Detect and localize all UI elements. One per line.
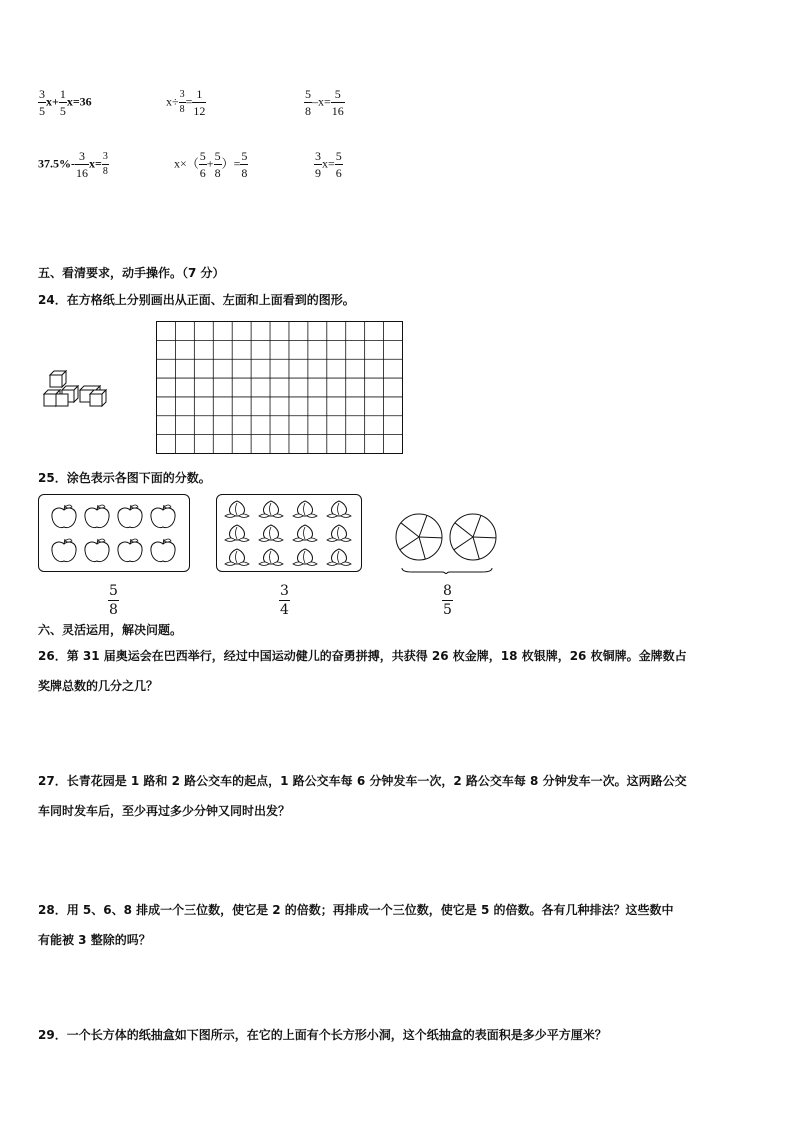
question-29: 29．一个长方体的纸抽盒如下图所示，在它的上面有个长方形小洞，这个纸抽盒的表面积是多少平方厘米？	[38, 1028, 607, 1042]
fraction: $\frac{5}{6}$	[199, 149, 206, 180]
peach-icon[interactable]	[293, 549, 317, 566]
peach-icon[interactable]	[327, 501, 351, 518]
question-25: 25．涂色表示各图下面的分数。	[38, 471, 211, 485]
fraction: $\frac{3}{8}$	[102, 151, 108, 177]
peach-icon[interactable]	[327, 525, 351, 542]
apple-icon[interactable]	[118, 539, 142, 562]
equation-1: $\frac{3}{5}$ x+ $\frac{1}{5}$ x=36	[39, 87, 92, 118]
equation-3: $\frac{5}{8}$ –x= $\frac{5}{16}$	[305, 87, 344, 118]
peach-icon[interactable]	[225, 549, 249, 566]
apple-icon[interactable]	[118, 505, 142, 528]
apple-box	[38, 494, 190, 572]
equation-4: 37.5%- $\frac{3}{16}$ x= $\frac{3}{8}$	[38, 149, 108, 180]
section-6-title: 六、灵活运用，解决问题。	[38, 623, 183, 637]
apple-icon[interactable]	[85, 539, 109, 562]
apple-icon[interactable]	[85, 505, 109, 528]
grid-paper[interactable]	[156, 321, 404, 455]
peach-box	[216, 494, 362, 572]
peach-icon[interactable]	[225, 501, 249, 518]
question-24: 24．在方格纸上分别画出从正面、左面和上面看到的图形。	[38, 293, 355, 307]
apple-icon[interactable]	[52, 539, 76, 562]
fraction: $\frac{3}{16}$	[76, 149, 88, 180]
fraction: $\frac{5}{16}$	[331, 87, 344, 118]
fraction: $\frac{5}{8}$	[305, 87, 311, 118]
fraction: $\frac{3}{5}$	[39, 87, 45, 118]
apple-icon[interactable]	[151, 539, 175, 562]
question-28-line-2: 有能被 3 整除的吗？	[38, 933, 151, 947]
peach-icon[interactable]	[293, 501, 317, 518]
equation-2: x÷ $\frac{3}{8}$ = $\frac{1}{12}$	[166, 87, 206, 118]
peach-grid	[217, 495, 361, 571]
cube-stack-figure	[40, 370, 120, 412]
fraction: $\frac{1}{12}$	[193, 87, 206, 118]
peach-icon[interactable]	[327, 549, 351, 566]
equation-5: x×（ $\frac{5}{6}$ + $\frac{5}{8}$ ）= $\frac{5}{8}$	[174, 149, 248, 180]
fraction: $\frac{3}{8}$	[179, 89, 185, 115]
apple-grid	[39, 495, 189, 571]
fraction: $\frac{5}{6}$	[335, 149, 342, 180]
peach-icon[interactable]	[225, 525, 249, 542]
question-28-line-1: 28．用 5、6、8 排成一个三位数，使它是 2 的倍数；再排成一个三位数，使它是 5 的倍数。各有几种排法？这些数中	[38, 903, 674, 917]
fraction-5-8: $\frac{5}{8}$	[109, 583, 118, 618]
question-27-line-1: 27．长青花园是 1 路和 2 路公交车的起点，1 路公交车每 6 分钟发车一次，2 路公交车每 8 分钟发车一次。这两路公交	[38, 774, 687, 788]
question-27-line-2: 车同时发车后，至少再过多少分钟又同时出发？	[38, 804, 291, 818]
peach-icon[interactable]	[293, 525, 317, 542]
peach-icon[interactable]	[259, 501, 283, 518]
apple-icon[interactable]	[52, 505, 76, 528]
fraction: $\frac{3}{9}$	[315, 149, 321, 180]
peach-icon[interactable]	[259, 525, 283, 542]
apple-icon[interactable]	[151, 505, 175, 528]
equation-6: $\frac{3}{9}$ x= $\frac{5}{6}$	[315, 149, 342, 180]
fraction-3-4: $\frac{3}{4}$	[280, 583, 289, 618]
fraction-8-5: $\frac{8}{5}$	[443, 583, 452, 618]
question-26-line-1: 26．第 31 届奥运会在巴西举行，经过中国运动健儿的奋勇拼搏，共获得 26 枚金牌，18 枚银牌，26 枚铜牌。金牌数占	[38, 649, 687, 663]
brace	[402, 568, 492, 574]
question-26-line-2: 奖牌总数的几分之几？	[38, 679, 159, 693]
peach-icon[interactable]	[259, 549, 283, 566]
circle-pair	[392, 510, 502, 574]
fraction: $\frac{5}{8}$	[214, 149, 221, 180]
fraction: $\frac{1}{5}$	[59, 87, 66, 118]
fraction: $\frac{5}{8}$	[241, 149, 248, 180]
section-5-title: 五、看清要求，动手操作。（7 分）	[38, 266, 225, 280]
